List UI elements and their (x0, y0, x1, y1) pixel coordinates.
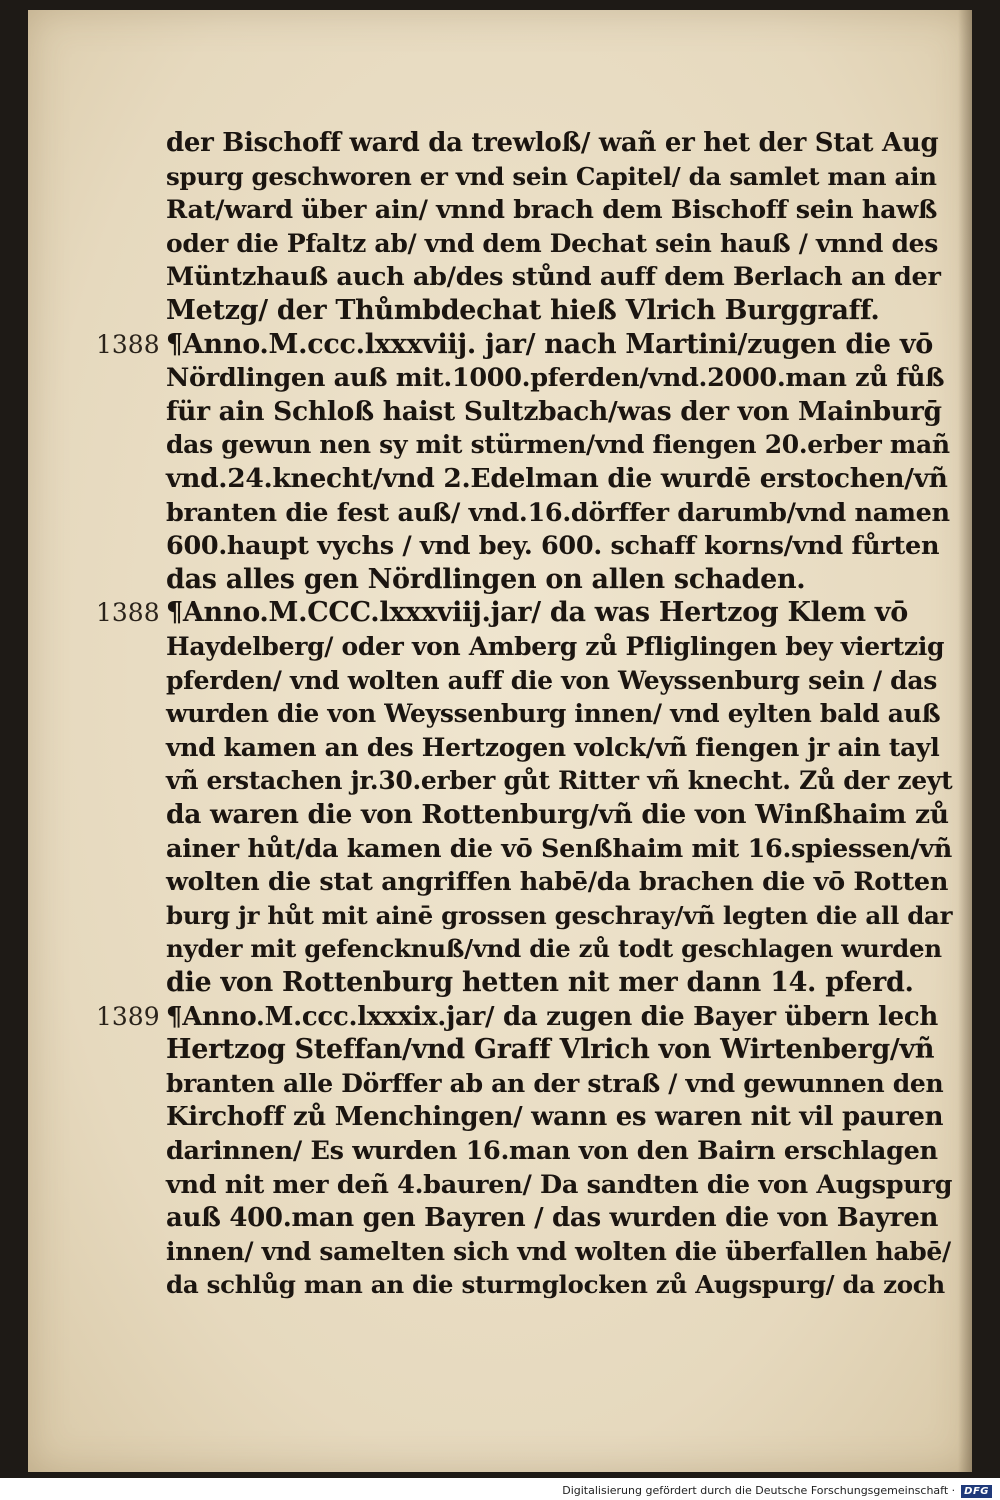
footer-credit-text: Digitalisierung gefördert durch die Deutsche Forschungsgemeinschaft · (562, 1484, 956, 1497)
text-line: Metzg/ der Thůmbdechat hieß Vlrich Burggraff. (166, 295, 880, 326)
text-line: Nördlingen auß mit.1000.pferden/vnd.2000.man zů fůß (166, 363, 945, 394)
text-line: vñ erstachen jr.30.erber gůt Ritter vñ knecht. Zů der zeyt (166, 766, 953, 796)
text-line: Müntzhauß auch ab/des stůnd auff dem Berlach an der (166, 262, 941, 293)
text-line: 600.haupt vychs / vnd bey. 600. schaff korns/vnd fůrten (166, 531, 940, 562)
text-line: wurden die von Weyssenburg innen/ vnd eylten bald auß (166, 699, 941, 729)
text-line: branten alle Dörffer ab an der straß / vnd gewunnen den (166, 1068, 944, 1098)
text-line: ¶Anno.M.ccc.lxxxviij. jar/ nach Martini/zugen die vō (166, 328, 933, 360)
text-line: Hertzog Steffan/vnd Graff Vlrich von Wirtenberg/vñ (166, 1034, 935, 1066)
text-line: spurg geschworen er vnd sein Capitel/ da samlet man ain (166, 161, 937, 191)
text-line: burg jr hůt mit ainē grossen geschray/vñ legten die all dar (166, 900, 953, 930)
text-line: ainer hůt/da kamen die vō Senßhaim mit 16.spiessen/vñ (166, 833, 953, 864)
text-line: darinnen/ Es wurden 16.man von den Bairn erschlagen (166, 1136, 938, 1166)
text-line: ¶Anno.M.ccc.lxxxix.jar/ da zugen die Bayer übern lech (166, 1001, 938, 1032)
text-line: das alles gen Nördlingen on allen schaden. (166, 563, 806, 595)
margin-year: 1388 (96, 329, 160, 359)
text-line: die von Rottenburg hetten nit mer dann 14. pferd. (166, 967, 914, 998)
text-line: der Bischoff ward da trewloß/ wañ er het der Stat Aug (166, 128, 939, 158)
text-line: vnd kamen an des Hertzogen volck/vñ fiengen jr ain tayl (166, 732, 940, 762)
text-line: pferden/ vnd wolten auff die von Weyssenburg sein / das (166, 665, 938, 695)
margin-year: 1388 (96, 598, 160, 628)
text-line: das gewun nen sy mit stürmen/vnd fiengen 20.erber mañ (166, 430, 950, 460)
text-line: Rat/ward über ain/ vnnd brach dem Bischoff sein hawß (166, 195, 938, 226)
text-line: Kirchoff zů Menchingen/ wann es waren nit vil pauren (166, 1102, 944, 1133)
text-line: branten die fest auß/ vnd.16.dörffer darumb/vnd namen (166, 497, 950, 528)
text-line: oder die Pfaltz ab/ vnd dem Dechat sein hauß / vnnd des (166, 228, 939, 258)
dfg-logo: DFG (961, 1485, 992, 1498)
text-line: ¶Anno.M.CCC.lxxxviij.jar/ da was Hertzog Klem vō (166, 597, 908, 629)
text-line: wolten die stat angriffen habē/da brachen die vō Rotten (166, 867, 949, 898)
text-line: vnd.24.knecht/vnd 2.Edelman die wurdē erstochen/vñ (166, 463, 948, 494)
text-line: für ain Schloß haist Sultzbach/was der von Mainburḡ (166, 395, 942, 427)
text-line: da schlůg man an die sturmglocken zů Augspurg/ da zoch (166, 1270, 945, 1300)
text-line: Haydelberg/ oder von Amberg zů Pfliglingen bey viertzig (166, 632, 945, 661)
text-line: auß 400.man gen Bayren / das wurden die von Bayren (166, 1203, 939, 1234)
text-line: innen/ vnd samelten sich vnd wolten die überfallen habē/ (166, 1236, 951, 1266)
text-line: vnd nit mer deñ 4.bauren/ Da sandten die von Augspurg (166, 1169, 953, 1200)
page-gutter-shadow (958, 10, 972, 1472)
text-line: nyder mit gefencknuß/vnd die zů todt geschlagen wurden (166, 934, 942, 964)
text-line: da waren die von Rottenburg/vñ die von Winßhaim zů (166, 799, 949, 830)
book-page (28, 10, 972, 1472)
footer-bar (0, 1482, 1000, 1500)
margin-year: 1389 (96, 1001, 160, 1031)
